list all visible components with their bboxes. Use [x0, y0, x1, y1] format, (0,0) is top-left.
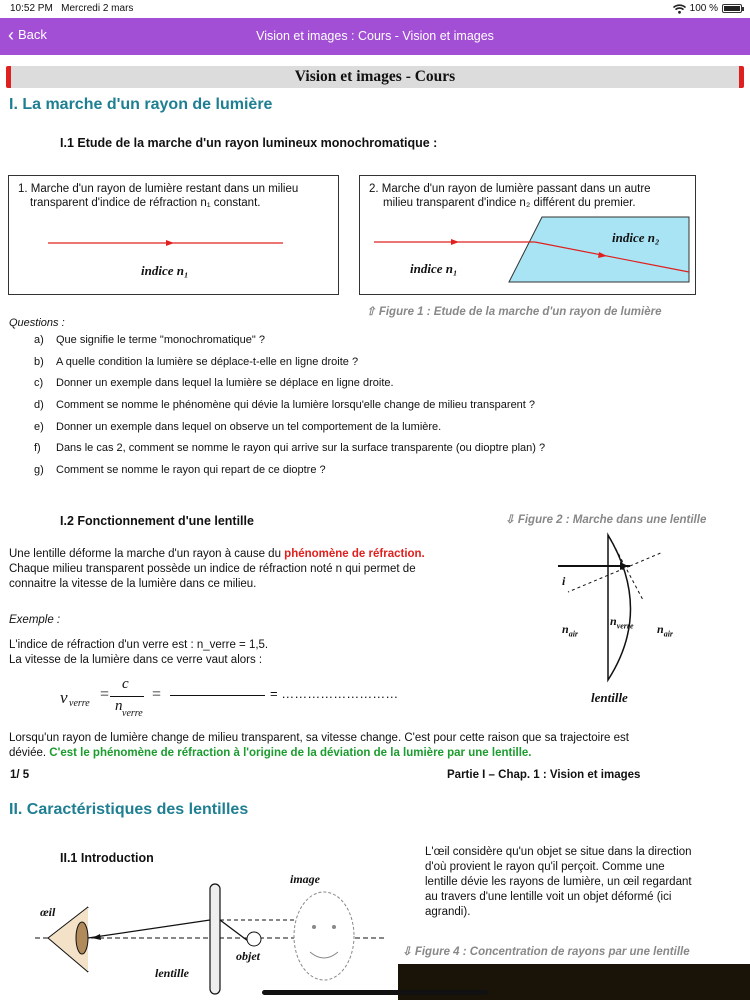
list-item: e) Donner un exemple dans lequel on observe un tel comportement de la lumière. — [34, 420, 442, 433]
home-indicator[interactable] — [262, 990, 488, 995]
questions-list — [34, 334, 545, 486]
para2-highlight: C'est le phénomène de réfraction à l'origine de la déviation de la lumière par une lentille. — [49, 747, 532, 759]
example-line2: La vitesse de la lumière dans ce verre vaut alors : — [9, 654, 263, 666]
list-item: g) Comment se nomme le rayon qui repart de ce dioptre ? — [34, 464, 326, 477]
fig3-label-objet: objet — [236, 949, 260, 963]
fig3-label-image: image — [290, 872, 320, 886]
nav-bar — [0, 18, 750, 55]
formula-n: n — [115, 698, 123, 714]
figure1-caption: ⇧ Figure 1 : Etude de la marche d'un rayon de lumière — [366, 306, 662, 318]
status-time: 10:52 PM — [10, 3, 53, 14]
para1-text-b: Chaque milieu transparent possède un indice de réfraction noté n qui permet de — [9, 563, 416, 575]
oeil-line: au travers d'une lentille voit un objet déformé (ici — [425, 891, 672, 903]
document-header: Vision et images - Cours — [6, 66, 744, 88]
box2-label-n2: indice n₂ — [612, 230, 660, 245]
paragraph-refraction — [9, 547, 469, 592]
box2-line2: milieu transparent d'indice n₂ différent du premier. — [383, 197, 636, 209]
box2-line1: 2. Marche d'un rayon de lumière passant dans un autre — [369, 183, 651, 195]
back-label: Back — [18, 27, 47, 42]
chevron-left-icon: ‹ — [8, 24, 14, 45]
formula-n-sub: verre — [122, 708, 143, 719]
section-2-title: II. Caractéristiques des lentilles — [9, 801, 249, 818]
para2-text-b: déviée. — [9, 747, 50, 759]
paragraph-deviation — [9, 731, 721, 761]
figure3-eye-lens-diagram — [30, 872, 390, 1000]
paragraph-oeil — [425, 845, 737, 920]
formula-v: v — [60, 688, 68, 707]
battery-percent: 100 % — [689, 3, 718, 14]
nav-title: Vision et images : Cours - Vision et images — [256, 29, 494, 43]
para1-text-c: connaitre la vitesse de la lumière dans ce milieu. — [9, 578, 257, 590]
example-text — [9, 638, 268, 668]
para1-highlight: phénomène de réfraction. — [284, 548, 425, 560]
status-bar — [0, 0, 750, 18]
example-title: Exemple : — [9, 614, 61, 626]
page-footer-part: Partie I – Chap. 1 : Vision et images — [447, 769, 641, 781]
box2-label-n1: indice n₁ — [410, 261, 458, 276]
fig3-label-oeil: œil — [40, 905, 56, 919]
box1-line2: transparent d'indice de réfraction n₁ constant. — [30, 197, 261, 209]
status-right — [673, 3, 742, 14]
status-date: Mercredi 2 mars — [61, 3, 134, 14]
lens-label-nverre: $n_{verre}$ — [610, 614, 634, 631]
para1-text-a: Une lentille déforme la marche d'un rayon à cause du — [9, 548, 285, 560]
subsection-2-1-title: II.1 Introduction — [60, 851, 154, 865]
formula-v-sub: verre — [69, 698, 90, 709]
lens-label-nair-right: $n_{air}$ — [657, 622, 674, 639]
subsection-1-2-title: I.2 Fonctionnement d'une lentille — [60, 514, 254, 528]
formula: v verre = c n verre = = ……………………… — [60, 676, 399, 719]
lens-label-i: i — [562, 574, 566, 588]
wifi-icon — [673, 4, 686, 14]
section-1-title: I. La marche d'un rayon de lumière — [9, 96, 273, 113]
oeil-line: lentille dévie les rayons de lumière, un œil regardant — [425, 876, 692, 888]
example-line1: L'indice de réfraction d'un verre est : n_verre = 1,5. — [9, 639, 269, 651]
lens-label: lentille — [591, 690, 628, 705]
para2-text-a: Lorsqu'un rayon de lumière change de milieu transparent, sa vitesse change. C'est pour cette raison que sa trajectoire est — [9, 732, 629, 744]
figure4-caption: ⇩ Figure 4 : Concentration de rayons par une lentille — [402, 946, 690, 958]
fig3-label-lentille: lentille — [155, 966, 189, 980]
list-item: c) Donner un exemple dans lequel la lumière se déplace en ligne droite. — [34, 377, 394, 390]
figure2-caption: ⇩ Figure 2 : Marche dans une lentille — [505, 514, 707, 526]
oeil-line: L'œil considère qu'un objet se situe dans la direction — [425, 846, 692, 858]
document-view[interactable] — [0, 62, 750, 1000]
list-item: b) A quelle condition la lumière se déplace-t-elle en ligne droite ? — [34, 355, 359, 368]
formula-answer-blank: = ……………………… — [270, 686, 399, 701]
list-item: d) Comment se nomme le phénomène qui dévie la lumière lorsqu'elle change de milieu transparent ? — [34, 399, 536, 412]
box1-line1: 1. Marche d'un rayon de lumière restant dans un milieu — [18, 183, 299, 195]
box1-label: indice n₁ — [141, 263, 189, 278]
page-number: 1/ 5 — [10, 769, 30, 781]
lens-label-nair-left: $n_{air}$ — [562, 622, 579, 639]
formula-c: c — [122, 676, 129, 692]
battery-icon — [722, 4, 742, 13]
status-time-date — [10, 3, 133, 14]
subsection-1-1-title: I.1 Etude de la marche d'un rayon lumineux monochromatique : — [60, 136, 438, 150]
questions-title: Questions : — [9, 317, 65, 329]
list-item: a) Que signifie le terme "monochromatique" ? — [34, 334, 265, 346]
list-item: f) Dans le cas 2, comment se nomme le rayon qui arrive sur la surface transparente (ou dioptre plan) ? — [34, 442, 546, 455]
oeil-line: agrandi). — [425, 906, 471, 918]
oeil-line: d'où provient le rayon qu'il perçoit. Comme une — [425, 861, 665, 873]
